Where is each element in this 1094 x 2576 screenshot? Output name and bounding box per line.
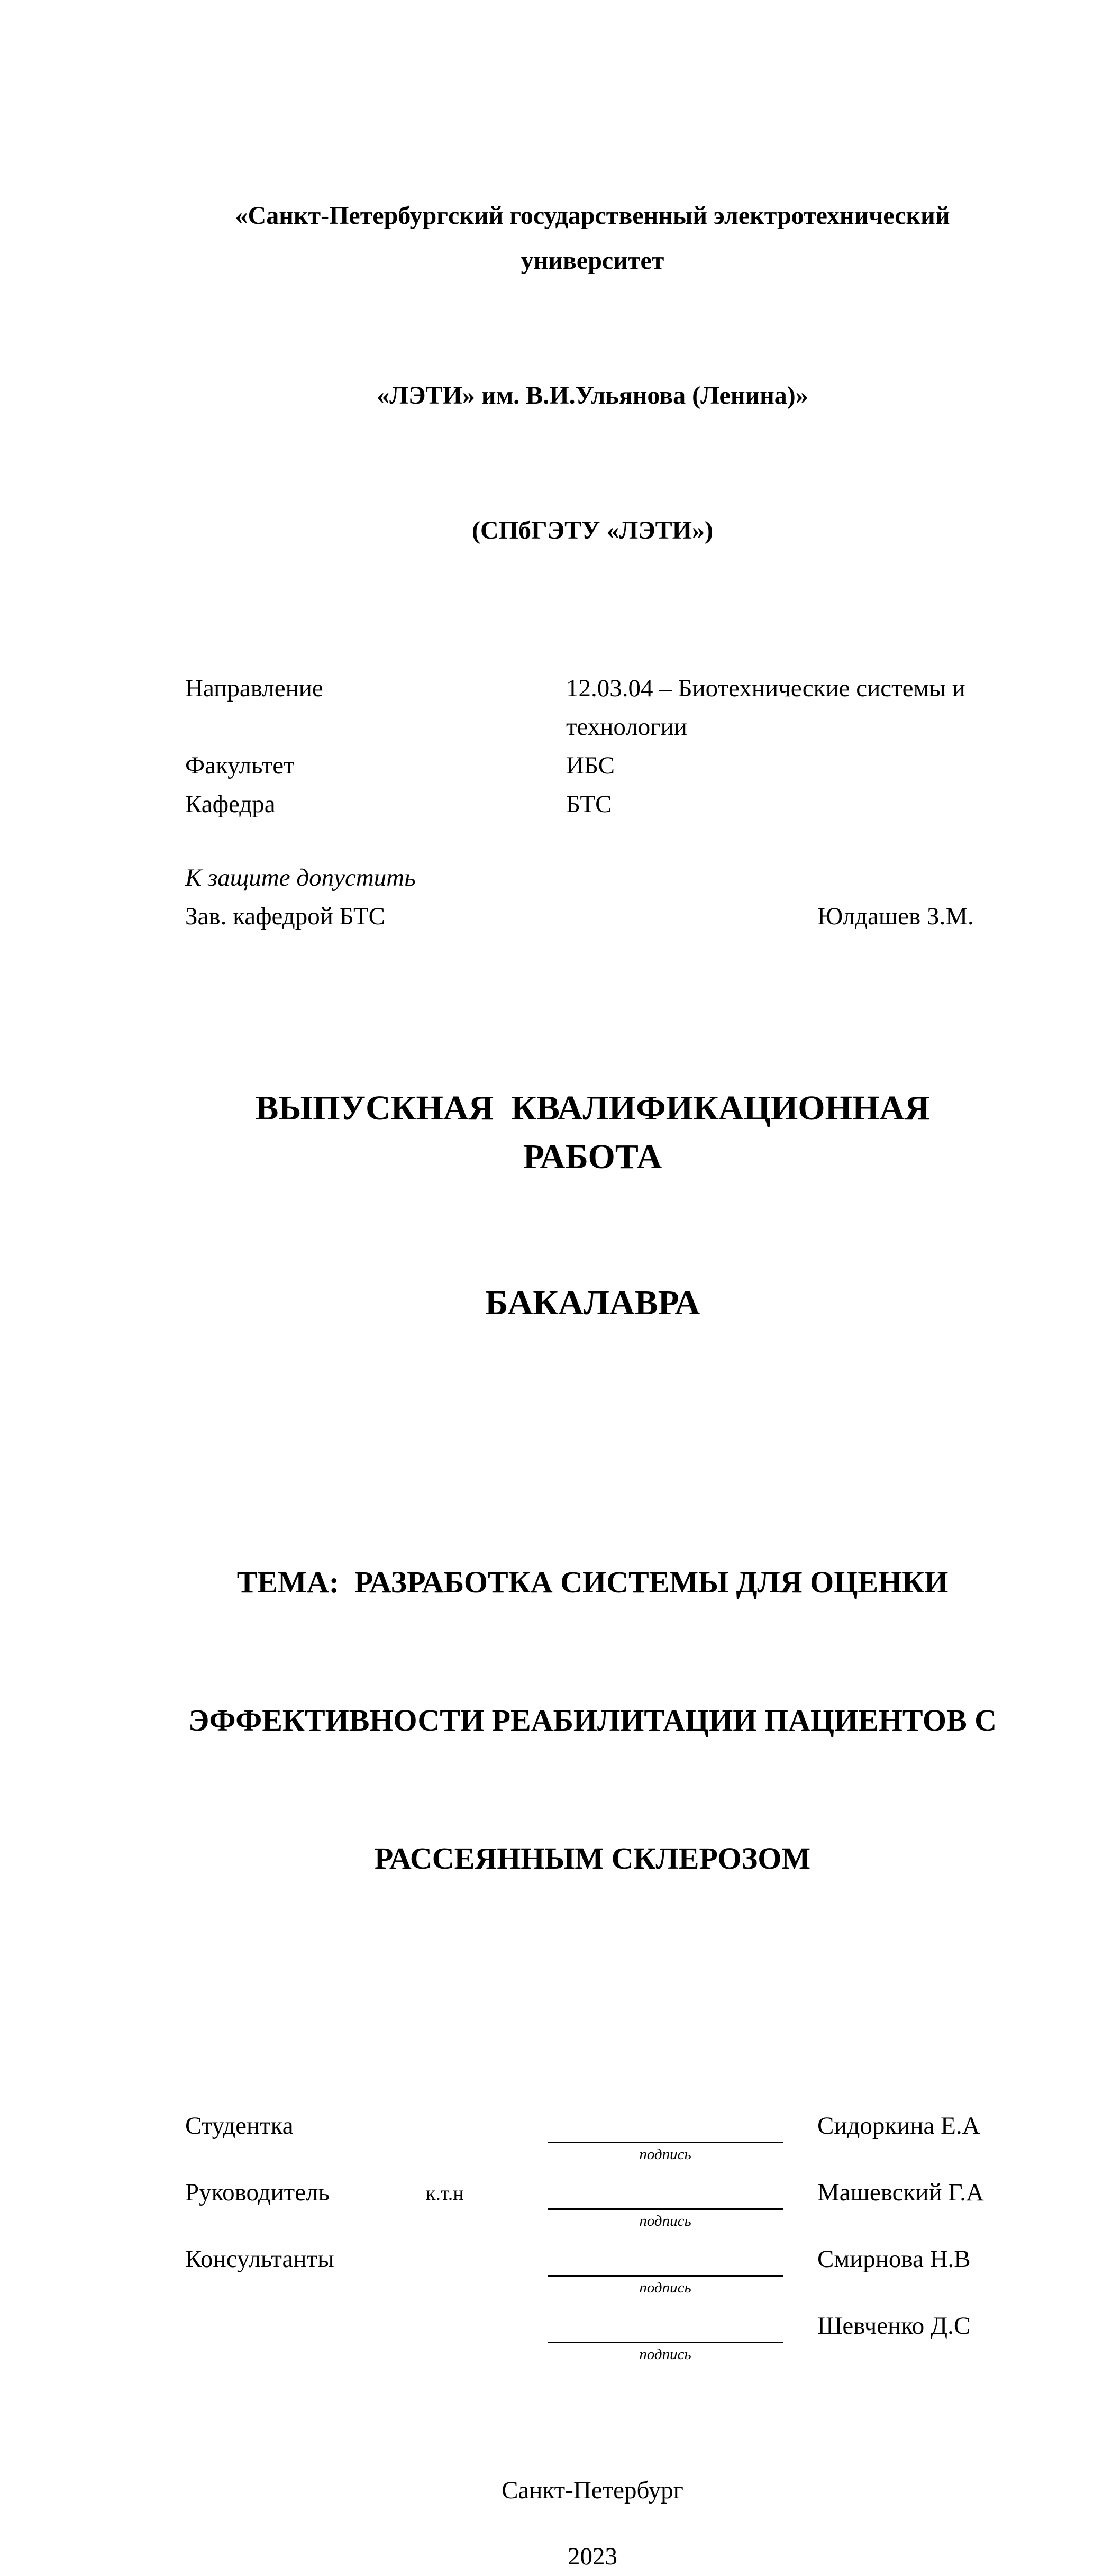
program-fields xyxy=(185,669,1000,824)
signature-row-supervisor xyxy=(185,2173,1000,2240)
signature-name: Машевский Г.А xyxy=(817,2179,984,2206)
footer-year: 2023 xyxy=(568,2543,617,2570)
signature-line xyxy=(548,2208,783,2210)
field-value-line: 12.03.04 – Биотехнические системы и xyxy=(566,675,965,702)
signature-label: Студентка xyxy=(185,2112,294,2140)
signature-caption: подпись xyxy=(639,2346,691,2363)
field-label: Факультет xyxy=(185,752,295,779)
field-row-direction xyxy=(185,669,1000,747)
field-value xyxy=(566,785,1000,824)
signature-line xyxy=(548,2342,783,2343)
field-row-department xyxy=(185,785,1000,824)
signature-name: Смирнова Н.В xyxy=(817,2245,971,2273)
footer xyxy=(185,2471,1000,2576)
signature-row-student xyxy=(185,2107,1000,2173)
signature-row-consultant-1 xyxy=(185,2240,1000,2307)
admission-note: К защите допустить xyxy=(185,864,416,891)
topic-line-2: ЭФФЕКТИВНОСТИ РЕАБИЛИТАЦИИ ПАЦИЕНТОВ С xyxy=(188,1703,997,1737)
title-line-1: ВЫПУСКНАЯ КВАЛИФИКАЦИОННАЯ РАБОТА xyxy=(255,1089,947,1176)
signature-caption: подпись xyxy=(639,2146,691,2163)
signatures-section xyxy=(185,2107,1000,2384)
field-row-faculty xyxy=(185,747,1000,785)
signature-name: Сидоркина Е.А xyxy=(817,2112,980,2140)
page-content xyxy=(185,0,1000,2576)
admission-section xyxy=(185,859,1000,936)
signature-label: Руководитель xyxy=(185,2179,330,2206)
field-value xyxy=(566,747,1000,785)
field-label: Направление xyxy=(185,675,323,702)
admission-name: Юлдашев З.М. xyxy=(817,903,974,930)
field-value-line: технологии xyxy=(566,713,687,741)
topic-line-1: ТЕМА: РАЗРАБОТКА СИСТЕМЫ ДЛЯ ОЦЕНКИ xyxy=(236,1565,949,1599)
signature-name: Шевченко Д.С xyxy=(817,2312,971,2340)
header-line-1: «Санкт-Петербургский государственный электротехнический университет xyxy=(235,202,956,275)
signature-line xyxy=(548,2275,783,2277)
field-value xyxy=(566,669,1000,747)
header-line-2: «ЛЭТИ» им. В.И.Ульянова (Ленина)» xyxy=(377,381,808,409)
field-label: Кафедра xyxy=(185,790,276,818)
signature-label: Консультанты xyxy=(185,2245,334,2273)
topic-line-3: РАССЕЯННЫМ СКЛЕРОЗОМ xyxy=(374,1841,811,1876)
signature-row-consultant-2 xyxy=(185,2307,1000,2384)
signature-caption: подпись xyxy=(639,2213,691,2229)
footer-city: Санкт-Петербург xyxy=(502,2477,683,2504)
university-header xyxy=(185,103,1000,643)
header-line-3: (СПбГЭТУ «ЛЭТИ») xyxy=(472,516,713,544)
admission-position: Зав. кафедрой БТС xyxy=(185,903,386,930)
signature-line xyxy=(548,2142,783,2143)
field-value-line: БТС xyxy=(566,790,612,818)
field-value-line: ИБС xyxy=(566,752,615,779)
signature-caption: подпись xyxy=(639,2279,691,2296)
topic-title xyxy=(185,1467,1000,1973)
signature-degree: к.т.н xyxy=(426,2182,464,2205)
title-line-2: БАКАЛАВРА xyxy=(485,1284,700,1322)
work-title xyxy=(185,987,1000,1425)
admission-row xyxy=(185,897,1000,936)
